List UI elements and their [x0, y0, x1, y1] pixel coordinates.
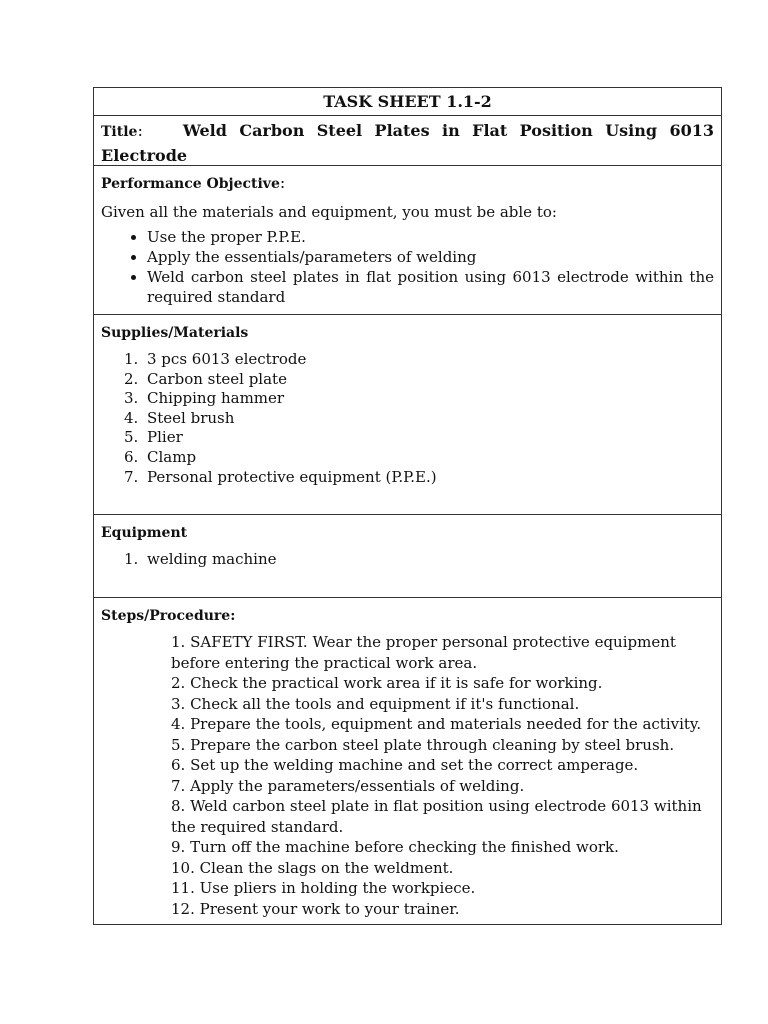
task-sheet-header: [94, 88, 721, 116]
step-item: 4. Prepare the tools, equipment and materials needed for the activity.: [171, 715, 702, 733]
objective-bullet-list: [101, 227, 714, 307]
step-item: 9. Turn off the machine before checking the finished work.: [171, 838, 619, 856]
step-item: 10. Clean the slags on the weldment.: [171, 858, 454, 877]
title-text: Weld Carbon Steel Plates in Flat Position Using 6013 Electrode: [101, 121, 714, 165]
step-item: 3. Check all the tools and equipment if it's functional.: [171, 694, 580, 713]
supply-item: 1. 3 pcs 6013 electrode: [124, 350, 307, 368]
supplies-label: Supplies/Materials: [101, 325, 249, 341]
step-item: 8. Weld carbon steel plate in flat position using electrode 6013 within the required standard.: [171, 797, 702, 836]
supply-item: 7. Personal protective equipment (P.P.E.): [124, 467, 437, 486]
equipment-section: [94, 515, 721, 598]
title-colon: :: [137, 121, 143, 140]
equipment-item: 1. welding machine: [124, 550, 277, 568]
supply-item: 5. Plier: [124, 428, 183, 447]
step-item: 5. Prepare the carbon steel plate through cleaning by steel brush.: [171, 735, 675, 754]
title-block: [94, 116, 721, 166]
step-item: 1. SAFETY FIRST. Wear the proper personal protective equipment before entering the practical work area.: [171, 633, 676, 672]
title-label: Title: [101, 124, 138, 140]
step-item: 7. Apply the parameters/essentials of welding.: [171, 776, 525, 795]
performance-objective-section: [94, 166, 721, 315]
performance-objective-heading: Performance Objective:: [101, 173, 286, 192]
equipment-label: Equipment: [101, 525, 188, 541]
step-item: 6. Set up the welding machine and set the correct amperage.: [171, 756, 639, 774]
step-item: 12. Present your work to your trainer.: [171, 899, 460, 918]
supply-item: 4. Steel brush: [124, 408, 235, 427]
steps-list: [171, 632, 714, 919]
objective-intro: Given all the materials and equipment, you must be able to:: [101, 203, 557, 221]
step-item: 2. Check the practical work area if it is safe for working.: [171, 674, 603, 692]
objective-bullet: • Use the proper P.P.E.: [147, 227, 714, 247]
objective-bullet: • Apply the essentials/parameters of welding: [147, 247, 714, 267]
supplies-section: [94, 315, 721, 515]
steps-section: [94, 598, 721, 924]
step-item: 11. Use pliers in holding the workpiece.: [171, 879, 476, 897]
supply-item: 6. Clamp: [124, 447, 197, 466]
supplies-list: [101, 350, 714, 487]
equipment-list: [101, 550, 714, 570]
task-sheet-title: TASK SHEET 1.1-2: [323, 92, 492, 111]
supply-item: 3. Chipping hammer: [124, 389, 285, 408]
steps-label: Steps/Procedure:: [101, 608, 236, 624]
supply-item: 2. Carbon steel plate: [124, 369, 287, 388]
task-sheet-table: [93, 87, 722, 925]
objective-bullet: • Weld carbon steel plates in flat position using 6013 electrode within the required standard: [147, 267, 714, 307]
performance-objective-label: Performance Objective: [101, 176, 280, 192]
